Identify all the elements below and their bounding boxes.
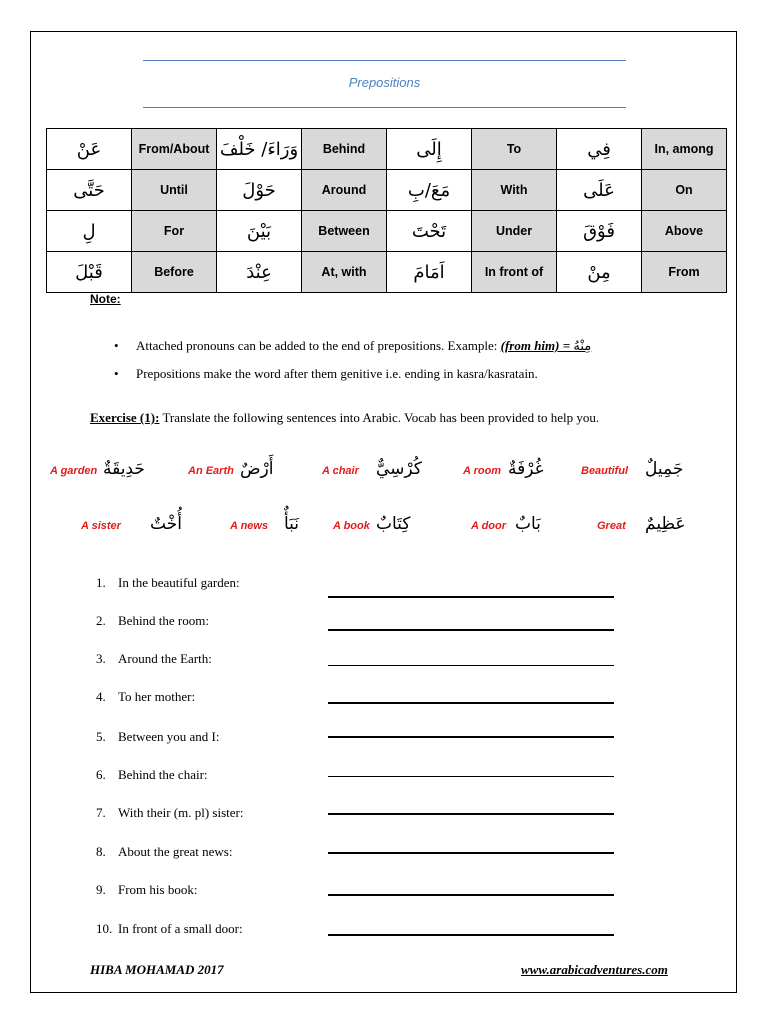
- footer-author: HIBA MOHAMAD 2017: [90, 962, 224, 977]
- vocab-english: A sister: [81, 520, 121, 532]
- question-number: 6.: [96, 767, 106, 782]
- note-bullet-text: Attached pronouns can be added to the end of prepositions. Example:: [136, 338, 501, 353]
- question-item: [96, 767, 208, 783]
- arabic-cell: بَيْنَ: [217, 211, 302, 252]
- vocab-english: An Earth: [188, 465, 234, 477]
- bullet-icon: •: [114, 338, 119, 353]
- arabic-cell: عِنْدَ: [217, 252, 302, 293]
- arabic-cell: إِلَى: [387, 129, 472, 170]
- question-number: 5.: [96, 729, 106, 744]
- question-text: Behind the room:: [118, 613, 209, 628]
- question-number: 10.: [96, 921, 113, 936]
- answer-line[interactable]: [328, 852, 614, 854]
- exercise-label: Exercise (1):: [90, 410, 160, 425]
- english-cell: From: [642, 252, 727, 293]
- answer-line[interactable]: [328, 813, 614, 815]
- english-cell: For: [132, 211, 217, 252]
- vocab-arabic: أُخْتٌ: [150, 514, 182, 534]
- question-number: 8.: [96, 844, 106, 859]
- vocab-english: Great: [597, 520, 626, 532]
- page-title: Prepositions: [348, 75, 421, 90]
- table-row: [47, 129, 727, 170]
- english-cell: On: [642, 170, 727, 211]
- english-cell: Around: [302, 170, 387, 211]
- answer-line[interactable]: [328, 736, 614, 738]
- footer-website-link[interactable]: www.arabicadventures.com: [521, 962, 668, 977]
- question-item: [96, 575, 240, 591]
- table-row: [47, 211, 727, 252]
- vocab-english: A door: [471, 520, 507, 532]
- arabic-cell: فَوْقَ: [557, 211, 642, 252]
- vocab-arabic: غُرْفَةٌ: [508, 459, 544, 479]
- vocab-arabic: كُرْسِيٌّ: [376, 459, 422, 479]
- arabic-cell: وَرَاءَ/ خَلْفَ: [217, 129, 302, 170]
- exercise-heading: [90, 410, 599, 426]
- bullet-icon: •: [114, 366, 119, 381]
- note-example-arabic: مِنْهُ: [573, 339, 592, 354]
- arabic-cell: اَمَامَ: [387, 252, 472, 293]
- question-number: 4.: [96, 689, 106, 704]
- arabic-cell: مَعَ/بِ: [387, 170, 472, 211]
- table-row: [47, 252, 727, 293]
- question-number: 1.: [96, 575, 106, 590]
- question-item: [96, 921, 243, 937]
- english-cell: Between: [302, 211, 387, 252]
- question-text: In front of a small door:: [118, 921, 243, 936]
- arabic-cell: فِي: [557, 129, 642, 170]
- answer-line[interactable]: [328, 702, 614, 704]
- note-bullet-text: Prepositions make the word after them genitive i.e. ending in kasra/kasratain.: [136, 366, 538, 381]
- vocab-arabic: نَبَأٌ: [284, 514, 300, 534]
- question-number: 3.: [96, 651, 106, 666]
- question-item: [96, 651, 212, 667]
- english-cell: In front of: [472, 252, 557, 293]
- vocab-arabic: كِتَابٌ: [376, 514, 411, 534]
- english-cell: Until: [132, 170, 217, 211]
- arabic-cell: مِنْ: [557, 252, 642, 293]
- english-cell: At, with: [302, 252, 387, 293]
- answer-line[interactable]: [328, 665, 614, 666]
- arabic-cell: حَتَّى: [47, 170, 132, 211]
- title-top-rule: [143, 60, 626, 61]
- vocab-row: [0, 513, 768, 543]
- vocab-english: Beautiful: [581, 465, 629, 477]
- vocab-arabic: أَرْضٌ: [240, 459, 274, 479]
- english-cell: Behind: [302, 129, 387, 170]
- vocab-english: A chair: [322, 465, 359, 477]
- question-item: [96, 613, 209, 629]
- vocab-english: A garden: [50, 465, 98, 477]
- answer-line[interactable]: [328, 934, 614, 936]
- arabic-cell: لِ: [47, 211, 132, 252]
- question-number: 7.: [96, 805, 106, 820]
- question-item: [96, 882, 197, 898]
- question-item: [96, 729, 219, 745]
- question-text: About the great news:: [118, 844, 233, 859]
- english-cell: Under: [472, 211, 557, 252]
- title-bottom-rule: [143, 107, 626, 108]
- vocab-english: A room: [463, 465, 502, 477]
- exercise-instruction: Translate the following sentences into Arabic. Vocab has been provided to help you.: [159, 410, 600, 425]
- vocab-english: A news: [230, 520, 269, 532]
- vocab-arabic: جَمِيلٌ: [645, 459, 684, 479]
- answer-line[interactable]: [328, 629, 614, 631]
- answer-line[interactable]: [328, 776, 614, 777]
- note-example-english: (from him) =: [500, 338, 574, 353]
- arabic-cell: تَحْتَ: [387, 211, 472, 252]
- table-row: [47, 170, 727, 211]
- vocab-arabic: حَدِيقَةٌ: [103, 459, 145, 479]
- english-cell: With: [472, 170, 557, 211]
- english-cell: Before: [132, 252, 217, 293]
- english-cell: From/About: [132, 129, 217, 170]
- question-text: In the beautiful garden:: [118, 575, 240, 590]
- question-item: [96, 689, 195, 705]
- question-number: 9.: [96, 882, 106, 897]
- vocab-english: A book: [333, 520, 370, 532]
- question-item: [96, 844, 232, 860]
- arabic-cell: حَوْلَ: [217, 170, 302, 211]
- answer-line[interactable]: [328, 894, 614, 896]
- question-text: To her mother:: [118, 689, 196, 704]
- question-number: 2.: [96, 613, 106, 628]
- question-text: From his book:: [118, 882, 198, 897]
- answer-line[interactable]: [328, 596, 614, 598]
- vocab-row: [0, 458, 768, 488]
- question-text: Between you and I:: [118, 729, 220, 744]
- question-item: [96, 805, 243, 821]
- question-text: With their (m. pl) sister:: [118, 805, 244, 820]
- arabic-cell: عَلَى: [557, 170, 642, 211]
- vocab-arabic: عَظِيمٌ: [645, 514, 686, 534]
- prepositions-table: [46, 128, 727, 293]
- question-text: Around the Earth:: [118, 651, 212, 666]
- english-cell: Above: [642, 211, 727, 252]
- english-cell: In, among: [642, 129, 727, 170]
- arabic-cell: عَنْ: [47, 129, 132, 170]
- english-cell: To: [472, 129, 557, 170]
- note-label: Note:: [90, 292, 121, 306]
- question-text: Behind the chair:: [118, 767, 208, 782]
- vocab-arabic: بَابٌ: [515, 514, 541, 534]
- arabic-cell: قَبْلَ: [47, 252, 132, 293]
